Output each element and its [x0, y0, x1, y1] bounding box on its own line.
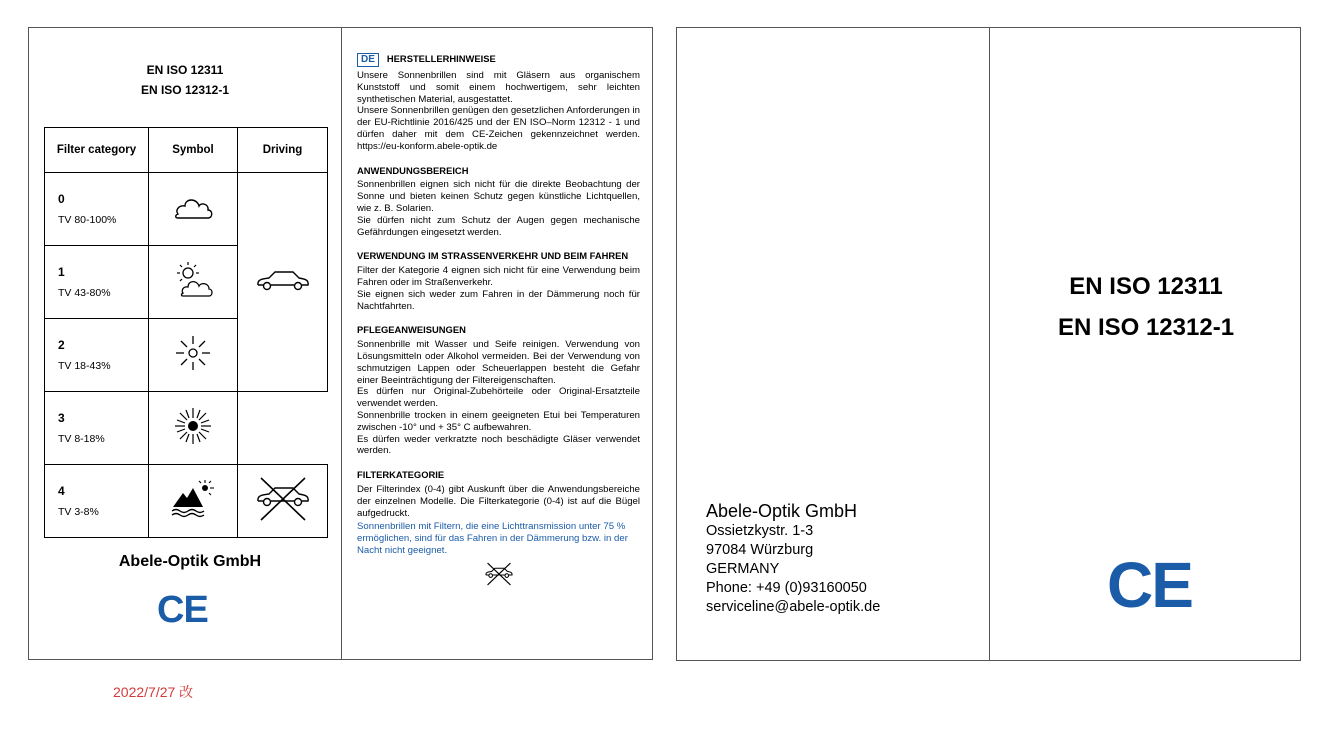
transmission-value: TV 3-8% — [58, 506, 99, 518]
header-filter-category: Filter category — [45, 128, 149, 173]
section-title: VERWENDUNG IM STRASSENVERKEHR UND BEIM FAHREN — [357, 250, 629, 262]
address-email: serviceline@abele-optik.de — [706, 599, 881, 615]
address-block — [706, 500, 880, 617]
category-number: 2 — [58, 338, 65, 352]
transmission-value: TV 43-80% — [58, 287, 111, 299]
mountain-sun-icon — [169, 479, 217, 519]
sun-icon — [171, 333, 215, 373]
symbol-cell — [149, 392, 238, 465]
address-company: Abele-Optik GmbH — [706, 501, 858, 521]
section-body: Filter der Kategorie 4 eignen sich nicht für eine Verwendung beim Fahren oder im Straßenverkehr. Sie eignen sich weder zum Fahren in der Dämmerung noch für Nachtfahrten. — [357, 265, 640, 312]
sun-cloud-icon — [171, 260, 215, 300]
section-body: Sonnenbrille mit Wasser und Seife reinigen. Verwendung von Lösungsmitteln oder Alkohol vermeiden. Bei der Verwendung von schmutzigen Lappen oder Scheuerlappen besteht die Gefahr einer Beeinträchtigung der Filtereigenschaften. Es dürfen nur Original-Zubehörteile oder Original-Ersatzteile verwendet werden. Sonnenbrille trocken in einem geeigneten Etui bei Temperaturen zwischen -10° und + 35° C aufbewahren. Es dürfen weder verkratzte noch beschädigte Gläser verwendet werden. — [357, 339, 640, 457]
car-icon — [255, 267, 311, 293]
section-body: Sonnenbrillen eignen sich nicht für die direkte Beobachtung der Sonne und bieten keinen Schutz gegen künstliche Lichtquellen, wie z. B. Solarien. Sie dürfen nicht zum Schutz der Augen gegen mechanische Gefährdungen eingesetzt werden. — [357, 179, 640, 238]
driving-ok-cell — [238, 173, 328, 392]
language-badge: DE — [357, 53, 379, 67]
category-cell — [45, 173, 149, 246]
no-driving-icon — [482, 561, 516, 587]
cloud-icon — [171, 192, 215, 222]
standard-12312: EN ISO 12312-1 — [140, 83, 230, 97]
section-title: FILTERKATEGORIE — [357, 469, 445, 481]
category-number: 0 — [58, 192, 65, 206]
standard-12311: EN ISO 12311 — [1069, 273, 1223, 300]
category-number: 4 — [58, 484, 65, 498]
company-name: Abele-Optik GmbH — [118, 553, 262, 570]
table-row — [45, 392, 328, 465]
address-city: 97084 Würzburg — [706, 542, 814, 558]
category-number: 1 — [58, 265, 65, 279]
panel-standards — [989, 28, 1301, 660]
table-header-row — [45, 128, 328, 173]
symbol-cell — [149, 319, 238, 392]
category-cell — [45, 465, 149, 538]
ce-mark: CE — [1107, 549, 1192, 621]
section-title: HERSTELLERHINWEISE — [386, 53, 496, 64]
standards-block — [29, 60, 341, 100]
header-driving: Driving — [238, 128, 328, 173]
table-row — [45, 465, 328, 538]
filter-category-table — [44, 127, 328, 538]
standard-12311: EN ISO 12311 — [146, 63, 224, 77]
address-country: GERMANY — [706, 561, 780, 577]
category-cell — [45, 319, 149, 392]
section-title: PFLEGEANWEISUNGEN — [357, 324, 466, 336]
address-street: Ossietzkystr. 1-3 — [706, 523, 814, 539]
category-number: 3 — [58, 411, 65, 425]
category-cell — [45, 246, 149, 319]
section-body: Der Filterindex (0-4) gibt Auskunft über die Anwendungsbereiche der einzelnen Modelle. Die Filterkategorie (0-4) ist auf die Bügel aufgedruckt. — [357, 483, 640, 519]
driving-no-cell — [238, 465, 328, 538]
transmission-value: TV 80-100% — [58, 214, 117, 226]
table-row — [45, 173, 328, 246]
standards-block — [990, 266, 1302, 348]
category-cell — [45, 392, 149, 465]
section-title: ANWENDUNGSBEREICH — [357, 164, 469, 176]
right-sheet — [676, 27, 1301, 661]
panel-instructions — [341, 28, 653, 659]
symbol-cell — [149, 465, 238, 538]
symbol-cell — [149, 246, 238, 319]
panel-filter-table — [29, 28, 341, 659]
header-symbol: Symbol — [149, 128, 238, 173]
section-body: Unsere Sonnenbrillen sind mit Gläsern aus organischem Kunststoff und somit einem hochwertigem, sehr leichten synthetischen Material, ausgestattet. Unsere Sonnenbrillen genügen den gesetzlichen Anforderungen in der EU-Richtlinie 2016/425 und der EN ISO–Norm 12312 - 1 und dürfen daher mit dem CE-Zeichen gekennzeichnet werden. https://eu-konform.abele-optik.de — [357, 70, 640, 152]
instructions-text — [357, 53, 640, 590]
transmission-value: TV 18-43% — [58, 360, 111, 372]
ce-mark: CE — [157, 589, 208, 631]
address-phone: Phone: +49 (0)93160050 — [706, 580, 867, 596]
strong-sun-icon — [171, 406, 215, 446]
transmission-value: TV 8-18% — [58, 433, 105, 445]
warning-icon-wrap — [357, 561, 640, 591]
revision-date-note: 2022/7/27 改 — [113, 684, 194, 700]
section-heading — [357, 53, 640, 67]
no-driving-icon — [253, 474, 313, 524]
panel-address — [677, 28, 989, 660]
symbol-cell — [149, 173, 238, 246]
left-sheet — [28, 27, 653, 660]
standard-12312: EN ISO 12312-1 — [1057, 314, 1235, 341]
driving-warning-note: Sonnenbrillen mit Filtern, die eine Lichttransmission unter 75 % ermöglichen, sind für das Fahren in der Dämmerung bzw. in der Nacht nicht geeignet. — [357, 521, 628, 556]
